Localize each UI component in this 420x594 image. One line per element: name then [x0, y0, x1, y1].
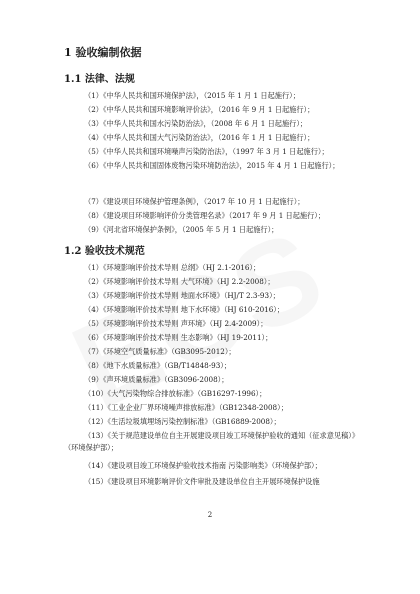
list-item: （15）《建设项目环境影响评价文件审批及建设单位自主开展环境保护设施: [84, 477, 320, 486]
list-item: （14）《建设项目竣工环境保护验收技术指南 污染影响类》（环境保护部）；: [84, 461, 322, 470]
list-item: （4）《环境影响评价技术导则 地下水环境》（HJ 610-2016）；: [84, 305, 285, 314]
list-item: （7）《环境空气质量标准》（GB3095-2012）；: [84, 347, 236, 356]
list-item: （9）《声环境质量标准》（GB3096-2008）；: [84, 375, 229, 384]
list-item: （5）《环境影响评价技术导则 声环境》（HJ 2.4-2009）；: [84, 319, 268, 328]
list-item: （1）《环境影响评价技术导则 总纲》（HJ 2.1-2016）；: [84, 263, 261, 272]
list-item: （6）《环境影响评价技术导则 生态影响》（HJ 19-2011）；: [84, 333, 273, 342]
list-item: （8）《建设项目环境影响评价分类管理名录》（2017 年 9 月 1 日起施行）；: [84, 211, 326, 220]
section-heading-1-2: 1.2 验收技术规范: [64, 246, 145, 257]
list-item: （5）《中华人民共和国环境噪声污染防治法》，（1997 年 3 月 1 日起施行）；: [84, 147, 329, 156]
list-item: （3）《中华人民共和国水污染防治法》，（2008 年 6 月 1 日起施行）；: [84, 119, 308, 128]
list-item: （4）《中华人民共和国大气污染防治法》，（2016 年 1 月 1 日起施行）；: [84, 133, 315, 142]
section-heading-1-1: 1.1 法律、法规: [64, 74, 135, 85]
list-item: （9）《河北省环境保护条例》，（2005 年 5 月 1 日起施行）；: [84, 225, 279, 234]
list-item: （7）《建设项目环境保护管理条例》，（2017 年 10 月 1 日起施行）；: [84, 197, 305, 206]
list-item: （6）《中华人民共和国固体废物污染环境防治法》，2015 年 4 月 1 日起施行）；: [84, 161, 340, 170]
list-item: （3）《环境影响评价技术导则 地面水环境》（HJ/T 2.3-93）；: [84, 291, 280, 300]
list-item: （2）《环境影响评价技术导则 大气环境》（HJ 2.2-2008）；: [84, 277, 275, 286]
list-item: （2）《中华人民共和国环境影响评价法》，（2016 年 9 月 1 日起施行）；: [84, 105, 315, 114]
list-item: （12）《生活垃圾填埋场污染控制标准》（GB16889-2008）；: [84, 417, 281, 426]
list-item: （10）《大气污染物综合排放标准》（GB16297-1996）；: [84, 389, 267, 398]
list-item: （8）《地下水质量标准》（GB/T14848-93）；: [84, 361, 232, 370]
page-number: 2: [207, 511, 213, 519]
list-item: （11）《工业企业厂界环境噪声排放标准》（GB12348-2008）；: [84, 403, 288, 412]
list-item: （1）《中华人民共和国环境保护法》，（2015 年 1 月 1 日起施行）；: [84, 91, 300, 100]
list-item: （13）《关于规范建设单位自主开展建设项目竣工环境保护验收的通知（征求意见稿）》（环境保护部）；: [64, 431, 360, 452]
section-heading-1: 1 验收编制依据: [64, 46, 142, 59]
